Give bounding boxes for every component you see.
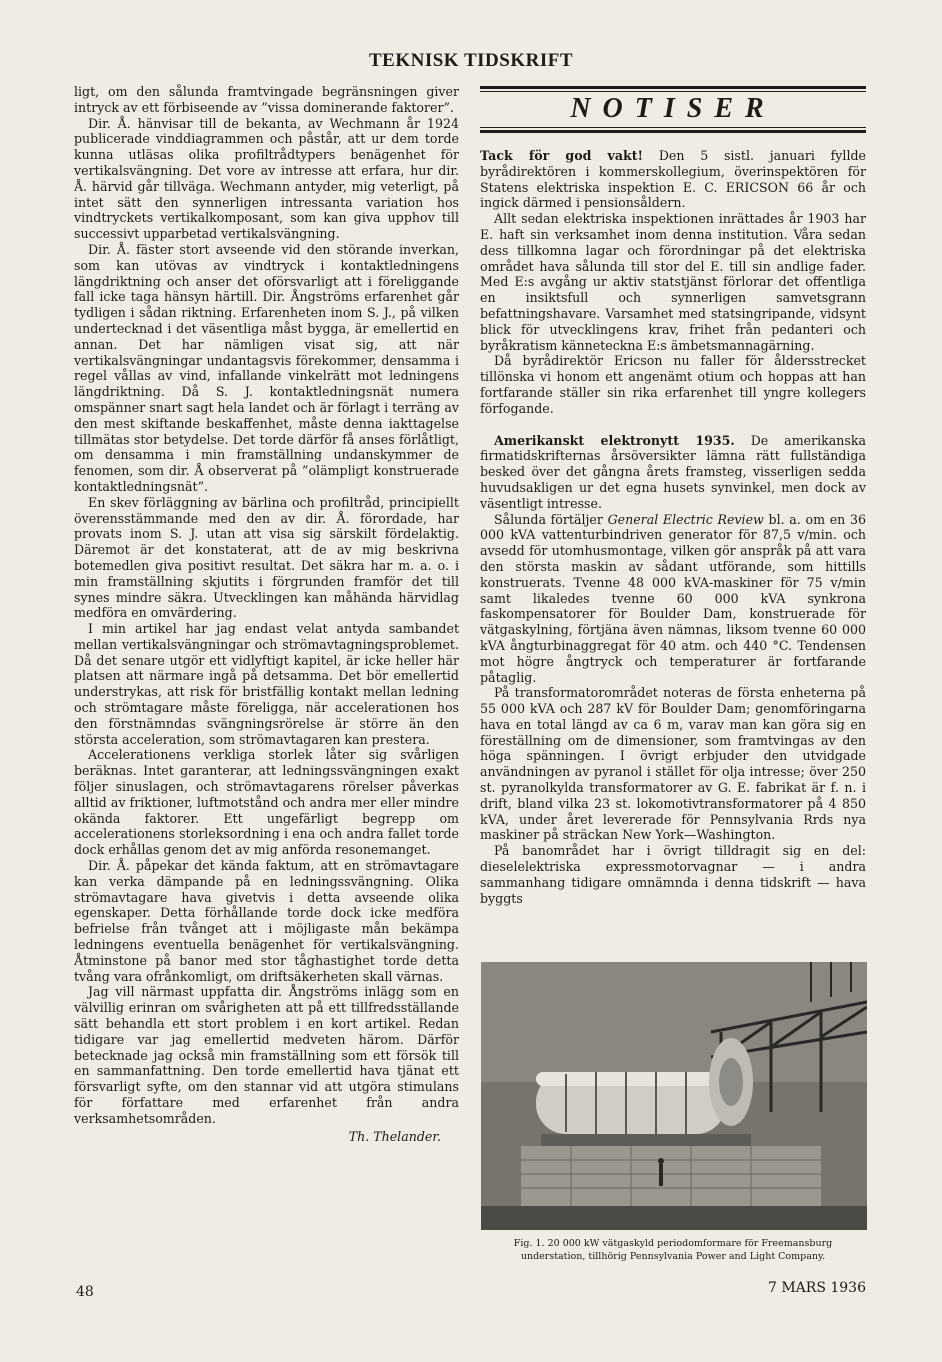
issue-date: 7 MARS 1936 (767, 1280, 866, 1296)
notice-text: De amerikanska firmatidskrifternas årsöversikter lämna rätt fullständiga besked över det gångna årets framsteg, visserligen sedda huvudsakligen ur det egna husets synvinkel, men dock av väsentligt intresse. (480, 432, 866, 511)
notice-text: bl. a. om en 36 000 kVA vattenturbindriven generator för 87,5 v/min. och avsedd för utomhusmontage, vilken gör anspråk på att vara den största maskin av sådant utförande, som hittills konstruerats. Tvenne 48 000 kVA-maskiner för 75 v/min samt likaledes tvenne 60 000 kVA synkrona faskompensatorer för Boulder Dam, konstruerade för vätgaskylning, förtjäna även nämnas, liksom tvenne 60 000 kVA ångturbinaggregat för 40 atm. och 440 °C. Tendensen mot högre ångtryck och temperaturer är fortfarande påtaglig. (480, 511, 866, 685)
converter-photo-illustration (481, 962, 867, 1230)
section-title: NOTISER (570, 93, 776, 124)
notice-paragraph (480, 512, 866, 686)
author-signature: Th. Thelander. (348, 1128, 441, 1144)
notice-paragraph (480, 148, 866, 211)
notice-heading: Tack för god vakt! (480, 148, 644, 163)
publication-name: General Electric Review (607, 511, 764, 527)
notice-paragraph: Då byrådirektör Ericson nu faller för åldersstrecket tillönska vi honom ett angenämt otium och hoppas att han fortfarande ställer sin rika erfarenhet till yngre kollegers förfogande. (480, 353, 866, 416)
notices-column (480, 148, 866, 906)
section-rule-bottom-thin (480, 127, 866, 128)
notice-paragraph (480, 433, 866, 512)
notice-text: Sålunda förtäljer (494, 511, 603, 527)
paragraph: Dir. Å. påpekar det kända faktum, att en strömavtagare kan verka dämpande på en ledningssvängning. Olika strömavtagare hava givetvis i detta avseende olika egenskaper. Detta förhållande torde dock icke medföra befrielse från tvånget att i möjligaste mån bekämpa ledningens eventuella benägenhet för vertikalsvängning. Åtminstone på banor med stor tåghastighet torde detta tvång vara ofrånkomligt, om driftsäkerheten skall värnas. (74, 858, 459, 984)
paragraph: Dir. Å. hänvisar till de bekanta, av Wechmann år 1924 publicerade vinddiagrammen och påstår, att ur dem torde kunna utläsas olika profiltrådtypers benägenhet för vertikalsvängning. Det vore av intresse att erfara, hur dir. Å. härvid går tillväga. Wechmann antyder, mig veterligt, på intet sätt den synnerligen intressanta variation hos vindtryckets vertikalkomposant, som kan giva upphov till successivt upparbetad vertikalsvängning. (74, 115, 459, 242)
figure-caption: Fig. 1. 20 000 kW vätgaskyld periodomformare för Freemansburg understation, tillhörig Pennsylvania Power and Light Company. (513, 1238, 833, 1262)
paragraph: I min artikel har jag endast velat antyda sambandet mellan vertikalsvängningar och strömavtagningsproblemet. Då det senare utgör ett vidlyftigt kapitel, är icke heller här platsen att närmare ingå på detsamma. Det bör emellertid understrykas, att risk för bristfällig kontakt mellan ledning och strömtagare måste föreligga, när accelerationen hos den förstnämndas svängningsrörelse är större än den största acceleration, som strömavtagaren kan prestera. (74, 621, 459, 747)
converter-photo (481, 962, 867, 1230)
section-rule-bottom (480, 130, 866, 133)
page-number: 48 (76, 1284, 94, 1300)
notice-text: Den 5 sistl. januari fyllde byrådirektören i kommerskollegium, överinspektören för Statens elektriska inspektion E. C. ERICSON 66 år och ingick därmed i pensionsåldern. (480, 148, 866, 211)
left-article-column (74, 84, 459, 1144)
paragraph: ligt, om den sålunda framtvingade begränsningen giver intryck av ett förbiseende av ”vissa dominerande faktorer”. (74, 84, 459, 115)
paragraph: En skev förläggning av bärlina och profiltråd, principiellt överensstämmande med den av dir. Å. förordade, har provats inom S. J. utan att visa sig särskilt fördelaktig. Däremot är det konstaterat, att de av mig beskrivna botemedlen giva positivt resultat. Det säkra har m. a. o. i min framställning skjutits i förgrunden framför det till synes mindre säkra. Utvecklingen kan måhända härvidlag medföra en omvärdering. (74, 494, 459, 621)
notice-heading: Amerikanskt elektronytt 1935. (494, 432, 735, 448)
section-rule-top (480, 86, 866, 89)
notice-paragraph: Allt sedan elektriska inspektionen inrättades år 1903 har E. haft sin verksamhet inom denna institution. Våra sedan dess tillkomna lagar och förordningar på det elektriska området hava sålunda till stor del E. till sin andlige fader. Med E:s avgång ur aktiv statstjänst förlorar det offentliga en insiktsfull och synnerligen samvetsgrann befattningshavare. Varsamhet med statsingripande, vidsynt blick för utvecklingens krav, frihet från pedanteri och byråkratism känneteckna E:s ämbetsmannagärning. (480, 211, 866, 353)
paragraph: Jag vill närmast uppfatta dir. Ångströms inlägg som en välvillig erinran om svårigheten att på ett tillfredsställande sätt behandla ett stort problem i en kort artikel. Redan tidigare var jag emellertid medveten härom. Därför betecknade jag också min framställning som ett försök till en sammanfattning. Den torde emellertid hava tjänat ett försvarligt syfte, om den stannar vid att utgöra stimulans för författare med erfarenhet från andra verksamhetsområden. (74, 984, 459, 1126)
paragraph: Dir. Å. fäster stort avseende vid den störande inverkan, som kan utövas av vindtryck i kontaktledningens längdriktning och anser det oförsvarligt att i föreliggande fall icke taga hänsyn härtill. Dir. Ångströms erfarenhet går tydligen i sådan riktning. Erfarenheten inom S. J., på vilken undertecknad i det väsentliga måst bygga, är emellertid en annan. Det har nämligen visat sig, att när vertikalsvängningar undantagsvis förekommer, densamma i regel vållas av vind, infallande vinkelrätt mot ledningens längdriktning. Då S. J. kontaktledningsnät numera omspänner snart sagt hela landet och är förlagt i terräng av den mest skiftande beskaffenhet, måste denna iakttagelse tillmätas stor betydelse. Det torde därför få anses förlåtligt, om densamma i min framställning undanskymmer de fenomen, som dir. Å observerat på ”olämpligt konstruerade kontaktledningsnät”. (74, 241, 459, 494)
paragraph: Accelerationens verkliga storlek låter sig svårligen beräknas. Intet garanterar, att ledningssvängningen exakt följer sinuslagen, och strömavtagarens rörelser påverkas alltid av friktioner, luftmotstånd och andra mer eller mindre okända faktorer. Ett ungefärligt begrepp om accelerationens storleksordning i ena och andra fallet torde dock erhållas genom det av mig anförda resonemanget. (74, 747, 459, 858)
journal-title: TEKNISK TIDSKRIFT (368, 50, 574, 71)
notice-paragraph: På banområdet har i övrigt tilldragit sig en del: dieselelektriska expressmotorvagnar — i andra sammanhang tidigare omnämnda i denna tidskrift — hava byggts (480, 843, 866, 906)
notice-paragraph: På transformatorområdet noteras de första enheterna på 55 000 kVA och 287 kV för Boulder Dam; genomföringarna hava en total längd av ca 6 m, varav man kan göra sig en föreställning om de dimensioner, som framtvingas av den höga spänningen. I övrigt erbjuder den utvidgade användningen av pyranol i stället för olja intresse; över 250 st. pyranolkylda transformatorer av G. E. fabrikat är f. n. i drift, bland vilka 23 st. lokomotivtransformatorer på 4 850 kVA, under året levererade för Pennsylvania Rrds nya maskiner på sträckan New York—Washington. (480, 685, 866, 843)
